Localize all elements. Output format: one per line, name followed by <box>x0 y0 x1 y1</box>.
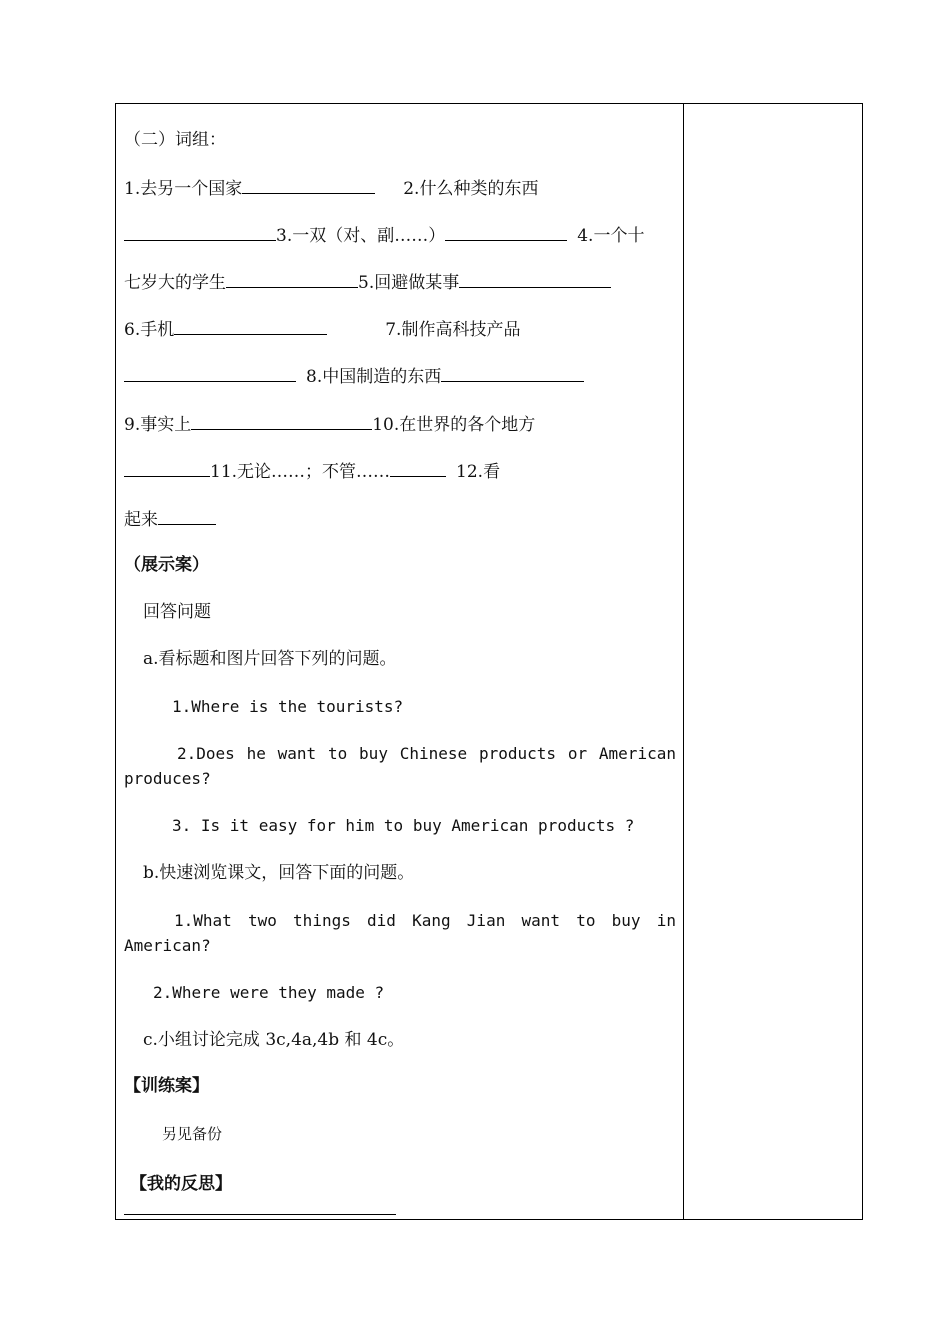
phrase-line-4 <box>124 316 520 342</box>
phrase-line-6 <box>124 411 535 437</box>
phrase-10: 10.在世界的各个地方 <box>372 415 536 435</box>
phrase-11: 11.无论……；不管…… <box>210 462 391 482</box>
question-a2-cont: produces? <box>124 769 211 788</box>
phrase-line-7 <box>124 458 500 484</box>
answer-blank[interactable] <box>124 222 276 241</box>
reflection-answer-line[interactable] <box>124 1214 396 1215</box>
answer-blank[interactable] <box>459 269 611 288</box>
phrases-heading: （二）词组： <box>124 130 226 150</box>
phrase-5: 5.回避做某事 <box>358 273 460 293</box>
training-heading: 【训练案】 <box>124 1076 209 1096</box>
phrase-6: 6.手机 <box>124 320 175 340</box>
task-c: c.小组讨论完成 3c,4a,4b 和 4c。 <box>143 1030 405 1050</box>
task-b: b.快速浏览课文，回答下面的问题。 <box>143 863 415 883</box>
phrase-2: 2.什么种类的东西 <box>403 179 539 199</box>
answer-blank[interactable] <box>445 222 567 241</box>
phrase-1: 1.去另一个国家 <box>124 179 243 199</box>
phrase-12-cont: 起来 <box>124 510 158 530</box>
answer-blank[interactable] <box>124 458 210 477</box>
answer-blank[interactable] <box>124 363 296 382</box>
question-b2: 2.Where were they made ? <box>153 983 385 1002</box>
column-divider <box>683 103 684 1220</box>
question-b1: 1.What two things did Kang Jian want to buy in <box>174 911 676 930</box>
answer-blank[interactable] <box>226 269 358 288</box>
phrase-line-1 <box>124 175 538 201</box>
answer-blank[interactable] <box>191 411 372 430</box>
question-a2: 2.Does he want to buy Chinese products or American <box>177 744 676 763</box>
display-heading: （展示案） <box>124 555 209 575</box>
phrase-4: 4.一个十 <box>577 226 645 246</box>
training-note: 另见备份 <box>162 1125 223 1143</box>
answer-blank[interactable] <box>158 506 216 525</box>
answer-questions-label: 回答问题 <box>143 602 211 622</box>
answer-blank[interactable] <box>174 316 327 335</box>
question-a1: 1.Where is the tourists? <box>172 697 404 716</box>
phrase-line-8 <box>124 506 216 532</box>
question-a3: 3. Is it easy for him to buy American products ? <box>172 816 635 835</box>
phrase-12: 12.看 <box>456 462 501 482</box>
answer-blank[interactable] <box>390 458 446 477</box>
phrase-4-cont: 七岁大的学生 <box>124 273 226 293</box>
answer-blank[interactable] <box>441 363 584 382</box>
question-b1-cont: American? <box>124 936 211 955</box>
answer-blank[interactable] <box>242 175 375 194</box>
phrase-line-2 <box>124 222 644 248</box>
task-a: a.看标题和图片回答下列的问题。 <box>143 649 397 669</box>
phrase-9: 9.事实上 <box>124 415 192 435</box>
reflection-heading: 【我的反思】 <box>130 1174 232 1194</box>
phrase-7: 7.制作高科技产品 <box>385 320 521 340</box>
phrase-3: 3.一双（对、副……） <box>276 226 446 246</box>
phrase-8: 8.中国制造的东西 <box>306 367 442 387</box>
phrase-line-5 <box>124 363 584 389</box>
phrase-line-3 <box>124 269 611 295</box>
